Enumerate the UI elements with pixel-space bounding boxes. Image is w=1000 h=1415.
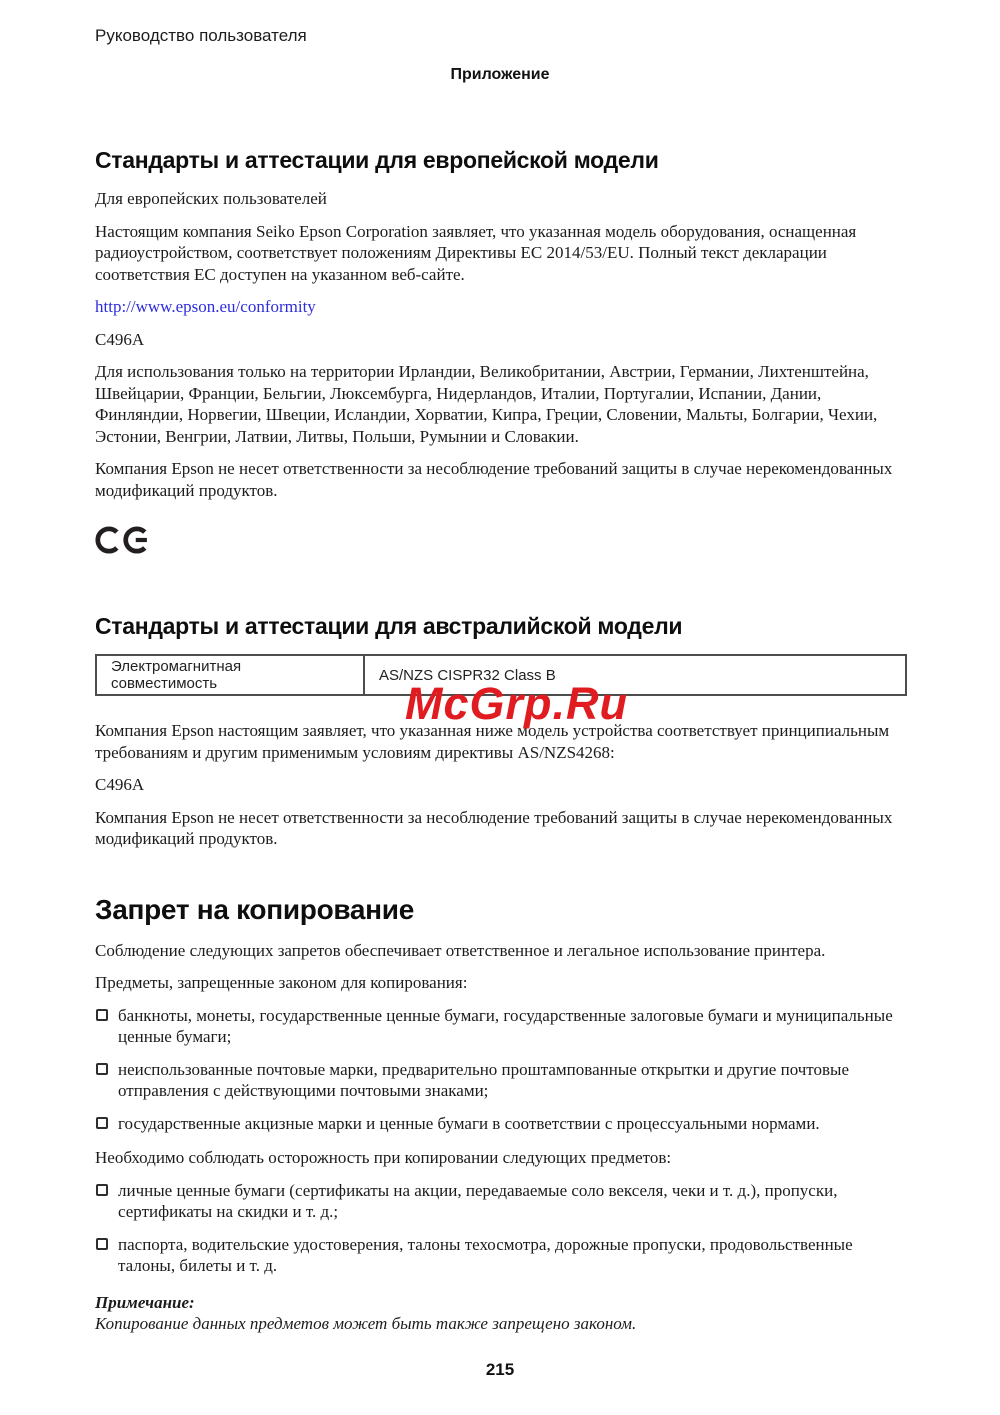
square-bullet-icon (96, 1184, 108, 1196)
paragraph-declaration: Настоящим компания Seiko Epson Corporation заявляет, что указанная модель оборудования, оснащенная радиоустройством, соответствует положениям Директивы ЕС 2014/53/EU. Полный текст декларации соответствия ЕС доступен на указанном веб-сайте. (95, 221, 857, 284)
square-bullet-icon (96, 1009, 108, 1021)
manual-title: Руководство пользователя (95, 26, 307, 45)
list-item-text: неиспользованные почтовые марки, предварительно проштампованные открытки и другие почтовые отправления с действующими почтовыми знаками; (118, 1059, 849, 1100)
paragraph-disclaimer-australian: Компания Epson не несет ответственности за несоблюдение требований защиты в случае нерекомендованных модификаций продуктов. (95, 807, 893, 848)
square-bullet-icon (96, 1238, 108, 1250)
model-number-australian: C496A (95, 775, 145, 794)
list-item-text: паспорта, водительские удостоверения, талоны техосмотра, дорожные пропуски, продовольственные талоны, билеты и т. д. (118, 1234, 853, 1275)
note-label: Примечание: (95, 1292, 195, 1312)
paragraph-disclaimer-european: Компания Epson не несет ответственности за несоблюдение требований защиты в случае нерекомендованных модификаций продуктов. (95, 459, 893, 500)
list-item (95, 1234, 907, 1277)
list-item (95, 1180, 907, 1223)
section-title-australian: Стандарты и аттестации для австралийской модели (95, 613, 683, 639)
ce-mark-icon (95, 517, 907, 568)
note-block (95, 1292, 907, 1334)
list-item (95, 1113, 907, 1135)
model-number-european: C496A (95, 329, 145, 349)
page-number: 215 (485, 1360, 515, 1379)
paragraph-copy-intro: Соблюдение следующих запретов обеспечивает ответственное и легальное использование принтера. (95, 940, 826, 960)
paragraph-forbidden-lead: Предметы, запрещенные законом для копирования: (95, 973, 468, 992)
paragraph-caution-lead: Необходимо соблюдать осторожность при копировании следующих предметов: (95, 1148, 672, 1167)
note-text: Копирование данных предметов может быть также запрещено законом. (95, 1313, 637, 1333)
list-item (95, 1059, 907, 1102)
list-item (95, 1005, 907, 1048)
list-item-text: банкноты, монеты, государственные ценные бумаги, государственные залоговые бумаги и муниципальные ценные бумаги; (118, 1005, 893, 1046)
section-title-european: Стандарты и аттестации для европейской модели (95, 147, 659, 173)
list-item-text: личные ценные бумаги (сертификаты на акции, передаваемые соло векселя, чеки и т. д.), пропуски, сертификаты на скидки и т. д.; (118, 1180, 838, 1221)
paragraph-territories: Для использования только на территории Ирландии, Великобритании, Австрии, Германии, Лихтенштейна, Швейцарии, Франции, Бельгии, Люксембурга, Нидерландов, Италии, Португалии, Испании, Дании, Финляндии, Норвегии, Швеции, Исландии, Хорватии, Кипра, Греции, Словении, Мальты, Болгарии, Чехии, Эстонии, Венгрии, Латвии, Литвы, Польши, Румынии и Словакии. (95, 362, 878, 446)
page-content (95, 146, 907, 1334)
table-cell-value: AS/NZS CISPR32 Class B (364, 655, 906, 695)
square-bullet-icon (96, 1063, 108, 1075)
section-title-copy-ban: Запрет на копирование (95, 893, 414, 925)
square-bullet-icon (96, 1117, 108, 1129)
site-watermark: McGrp.Ru (405, 678, 629, 729)
paragraph-aus-declaration: Компания Epson настоящим заявляет, что указанная ниже модель устройства соответствует принципиальным требованиям и другим применимым условиям директивы AS/NZS4268: (95, 721, 890, 762)
chapter-title: Приложение (450, 66, 550, 83)
list-item-text: государственные акцизные марки и ценные бумаги в соответствии с процессуальными нормами. (118, 1113, 820, 1133)
paragraph-european-users: Для европейских пользователей (95, 189, 327, 208)
conformity-link[interactable]: http://www.epson.eu/conformity (95, 297, 316, 316)
table-cell-label: Электромагнитная совместимость (96, 655, 364, 695)
